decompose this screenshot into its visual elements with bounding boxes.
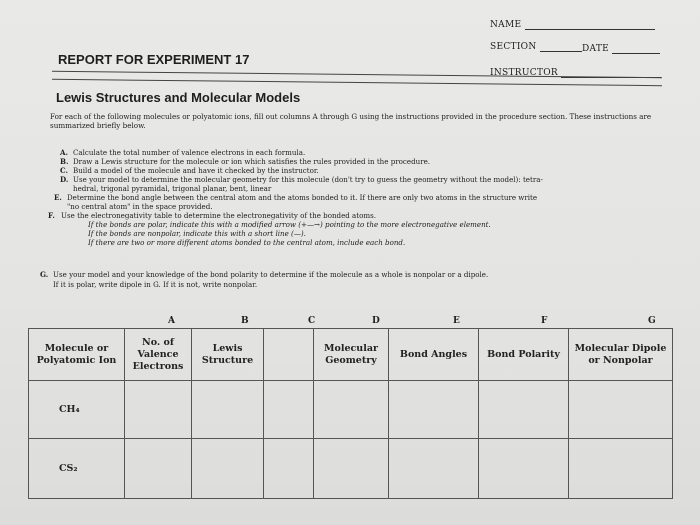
name-field[interactable] — [490, 20, 655, 30]
section-line — [540, 51, 582, 52]
instruction-letter: D. — [60, 175, 69, 184]
answer-cell[interactable] — [479, 439, 569, 499]
instruction-item — [40, 281, 257, 290]
column-letter-d: D — [372, 316, 380, 326]
answer-cell[interactable] — [569, 381, 673, 439]
table-row — [29, 381, 673, 439]
answer-cell[interactable] — [192, 381, 264, 439]
answer-cell[interactable] — [264, 381, 314, 439]
report-title: REPORT FOR EXPERIMENT 17 — [58, 52, 250, 67]
header-bond-angles: Bond Angles — [389, 329, 479, 381]
section-label: SECTION — [490, 42, 537, 52]
answer-cell[interactable] — [314, 439, 389, 499]
header-valence-electrons: No. of Valence Electrons — [125, 329, 192, 381]
answer-cell[interactable] — [192, 439, 264, 499]
instruction-text: Use your model to determine the molecular geometry for this molecule (don't try to guess the geometry without the model): tetra- — [73, 175, 543, 184]
column-letter-a: A — [168, 316, 175, 326]
formula-cell: CH₄ — [29, 381, 125, 439]
instruction-letter: G. — [40, 270, 49, 279]
answer-cell[interactable] — [125, 381, 192, 439]
answer-cell[interactable] — [389, 439, 479, 499]
instruction-text: Draw a Lewis structure for the molecule or ion which satisfies the rules provided in the procedure. — [73, 157, 431, 166]
formula-cell: CS₂ — [29, 439, 125, 499]
answer-cell[interactable] — [314, 381, 389, 439]
table-row — [29, 439, 673, 499]
name-line — [525, 29, 655, 30]
instructor-label: INSTRUCTOR — [490, 68, 559, 78]
date-line — [612, 53, 660, 54]
header-model-check — [264, 329, 314, 381]
instruction-text: Use the electronegativity table to determine the electronegativity of the bonded atoms. — [61, 211, 377, 220]
answer-cell[interactable] — [264, 439, 314, 499]
instruction-letter: F. — [48, 211, 55, 220]
instruction-letter: C. — [60, 166, 68, 175]
table-header-row — [29, 329, 673, 381]
answer-cell[interactable] — [569, 439, 673, 499]
column-letter-f: F — [541, 316, 548, 326]
instruction-text: "no central atom" in the space provided. — [67, 202, 213, 211]
instruction-letter: A. — [60, 148, 68, 157]
intro-paragraph: For each of the following molecules or polyatomic ions, fill out columns A through G using the instructions provided in the procedure section. These instructions are summarized briefly below. — [50, 112, 652, 130]
date-label: DATE — [582, 44, 609, 54]
answer-cell[interactable] — [479, 381, 569, 439]
date-field[interactable] — [582, 44, 660, 54]
header-rule-bottom — [52, 79, 662, 86]
answer-cell[interactable] — [125, 439, 192, 499]
header-lewis-structure: Lewis Structure — [192, 329, 264, 381]
name-label: NAME — [490, 20, 522, 30]
instruction-text: If the bonds are nonpolar, indicate this with a short line (—). — [88, 229, 306, 238]
instruction-item — [88, 239, 405, 248]
answer-cell[interactable] — [389, 381, 479, 439]
instruction-text: Build a model of the molecule and have it checked by the instructor. — [73, 166, 319, 175]
instruction-item — [40, 271, 488, 280]
header-molecular-geometry: Molecular Geometry — [314, 329, 389, 381]
lab-title: Lewis Structures and Molecular Models — [56, 90, 301, 105]
instruction-letter: E. — [54, 193, 62, 202]
data-table — [28, 328, 673, 499]
instruction-text: If there are two or more different atoms bonded to the central atom, include each bond. — [88, 238, 406, 247]
header-molecular-dipole: Molecular Dipole or Nonpolar — [569, 329, 673, 381]
instruction-text: If it is polar, write dipole in G. If it is not, write nonpolar. — [53, 280, 258, 289]
header-bond-polarity: Bond Polarity — [479, 329, 569, 381]
instruction-text: If the bonds are polar, indicate this with a modified arrow (+—→) pointing to the more electronegative element. — [88, 220, 491, 229]
column-letter-g: G — [648, 316, 656, 326]
column-letter-e: E — [453, 316, 460, 326]
instruction-letter: B. — [60, 157, 69, 166]
column-letter-c: C — [308, 316, 316, 326]
column-letter-b: B — [241, 316, 249, 326]
instruction-text: Calculate the total number of valence electrons in each formula. — [73, 148, 306, 157]
header-molecule: Molecule or Polyatomic Ion — [29, 329, 125, 381]
instruction-text: hedral, trigonal pyramidal, trigonal planar, bent, linear — [73, 184, 272, 193]
instruction-text: Use your model and your knowledge of the bond polarity to determine if the molecule as a whole is nonpolar or a dipole. — [53, 270, 489, 279]
instruction-text: Determine the bond angle between the central atom and the atoms bonded to it. If there are only two atoms in the structure write — [67, 193, 538, 202]
section-field[interactable] — [490, 42, 582, 52]
